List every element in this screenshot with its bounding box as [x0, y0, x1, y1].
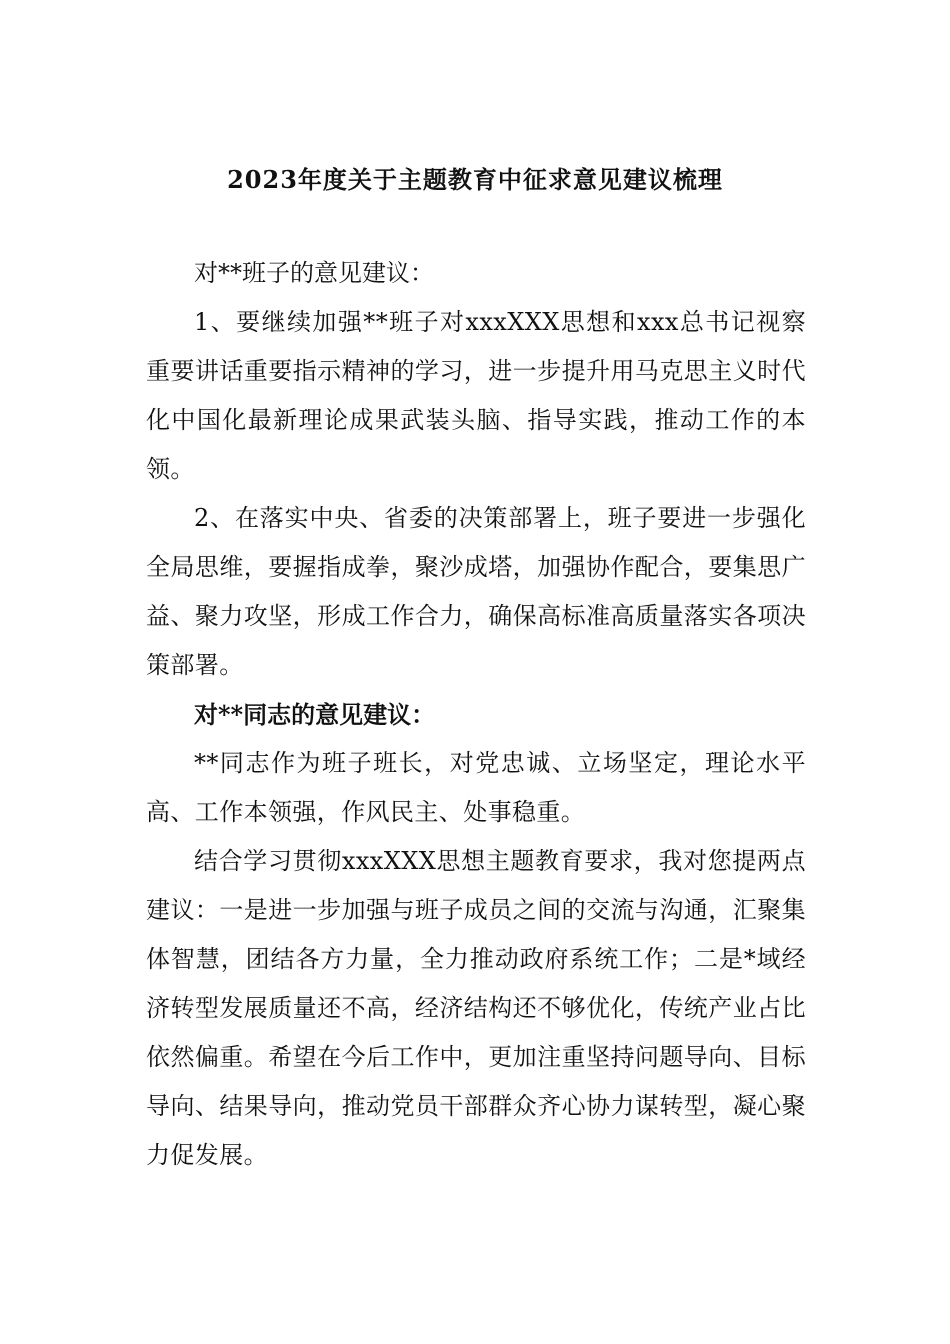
- document-title: 2023年度关于主题教育中征求意见建议梳理: [227, 165, 723, 194]
- section-heading-comrade: 对**同志的意见建议：: [194, 700, 436, 729]
- section-heading-team: 对**班子的意见建议：: [194, 259, 434, 287]
- paragraph-team-2: 2、在落实中央、省委的决策部署上，班子要进一步强化全局思维，要握指成拳，聚沙成塔，加强协作配合，要集思广益、聚力攻坚，形成工作合力，确保高标准高质量落实各项决策部署。: [146, 504, 806, 679]
- paragraph-comrade-1: **同志作为班子班长，对党忠诚、立场坚定，理论水平高、工作本领强，作风民主、处事稳重。: [146, 749, 806, 826]
- paragraph-comrade-2: 结合学习贯彻xxxXXX思想主题教育要求，我对您提两点建议：一是进一步加强与班子成员之间的交流与沟通，汇聚集体智慧，团结各方力量，全力推动政府系统工作；二是*域经济转型发展质量还不高，经济结构还不够优化，传统产业占比依然偏重。希望在今后工作中，更加注重坚持问题导向、目标导向、结果导向，推动党员干部群众齐心协力谋转型，凝心聚力促发展。: [146, 847, 806, 1169]
- document-body: [146, 249, 806, 1180]
- paragraph-team-1: 1、要继续加强**班子对xxxXXX思想和xxx总书记视察重要讲话重要指示精神的学习，进一步提升用马克思主义时代化中国化最新理论成果武装头脑、指导实践，推动工作的本领。: [146, 308, 806, 483]
